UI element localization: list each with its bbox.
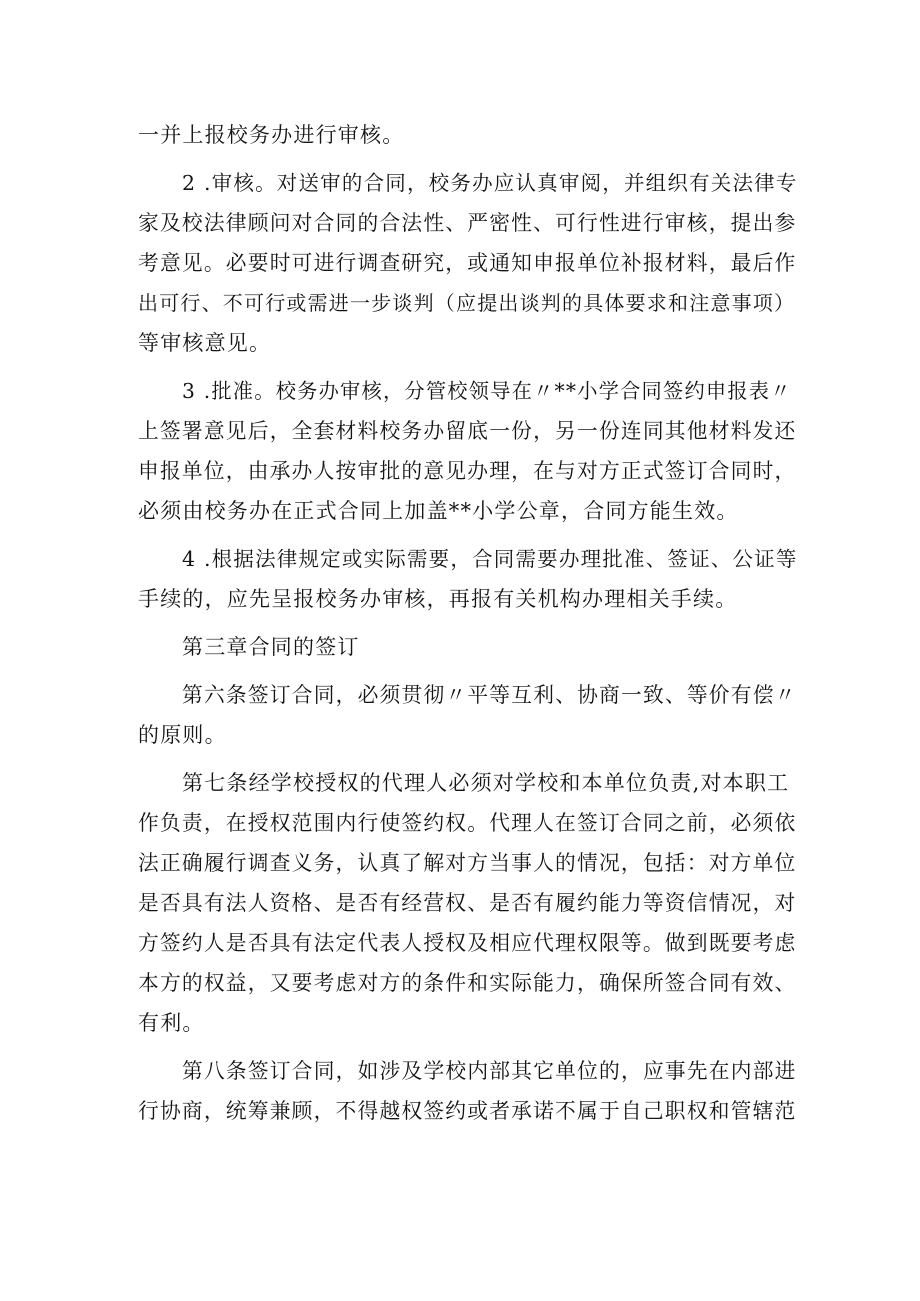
text-line: 3 .批准。校务办审核，分管校领导在〃**小学合同签约申报表〃: [182, 379, 792, 403]
text-line: 第七条经学校授权的代理人必须对学校和本单位负责,对本职工: [182, 771, 790, 795]
text-line: 手续的，应先呈报校务办审核，再报有关机构办理相关手续。: [138, 587, 738, 611]
text-line: 第六条签订合同，必须贯彻〃平等互利、协商一致、等价有偿〃: [182, 683, 797, 707]
text-line: 4 .根据法律规定或实际需要，合同需要办理批准、签证、公证等: [182, 547, 798, 571]
text-line: 本方的权益，又要考虑对方的条件和实际能力，确保所签合同有效、: [138, 971, 797, 995]
text-line: 2 .审核。对送审的合同，校务办应认真审阅，并组织有关法律专: [182, 171, 798, 195]
text-line: 有利。: [138, 1011, 205, 1035]
text-line: 方签约人是否具有法定代表人授权及相应代理权限等。做到既要考虑: [138, 931, 797, 955]
chapter-title: 第三章合同的签订: [182, 635, 360, 659]
paragraph-item-3-approval: [138, 371, 798, 531]
text-line: 一并上报校务办进行审核。: [138, 123, 405, 147]
text-line: 行协商，统筹兼顾，不得越权签约或者承诺不属于自己职权和管辖范: [138, 1099, 797, 1123]
text-line: 申报单位，由承办人按审批的意见办理，在与对方正式签订合同时，: [138, 459, 797, 483]
text-line: 法正确履行调查义务，认真了解对方当事人的情况，包括：对方单位: [138, 851, 797, 875]
article-8: [138, 1051, 798, 1131]
text-line: 考意见。必要时可进行调查研究，或通知申报单位补报材料，最后作: [138, 251, 797, 275]
document-body: [138, 115, 798, 1131]
text-line: 第八条签订合同，如涉及学校内部其它单位的，应事先在内部进: [182, 1059, 797, 1083]
text-line: 出可行、不可行或需进一步谈判（应提出谈判的具体要求和注意事项）: [138, 291, 796, 315]
text-line: 上签署意见后，全套材料校务办留底一份，另一份连同其他材料发还: [138, 419, 797, 443]
text-line: 必须由校务办在正式合同上加盖**小学公章，合同方能生效。: [138, 499, 739, 523]
paragraph-item-2-review: [138, 163, 798, 363]
text-line: 家及校法律顾问对合同的合法性、严密性、可行性进行审核，提出参: [138, 211, 797, 235]
paragraph-item-4-procedures: [138, 539, 798, 619]
text-line: 等审核意见。: [138, 331, 272, 355]
text-line: 作负责，在授权范围内行使签约权。代理人在签订合同之前，必须依: [138, 811, 797, 835]
article-7: [138, 763, 798, 1043]
paragraph-continuation: [138, 115, 798, 155]
text-line: 的原则。: [138, 723, 227, 747]
text-line: 是否具有法人资格、是否有经营权、是否有履约能力等资信情况，对: [138, 891, 797, 915]
chapter-heading: [138, 627, 798, 667]
article-6: [138, 675, 798, 755]
